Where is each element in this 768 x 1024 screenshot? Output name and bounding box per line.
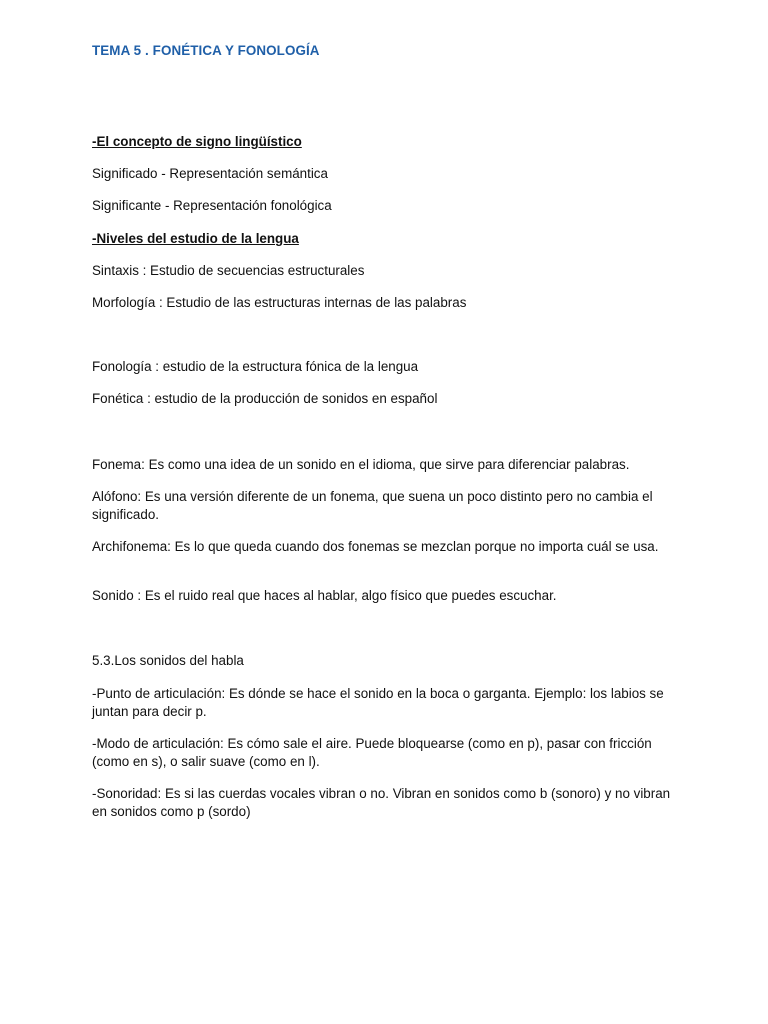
- paragraph-morfologia: Morfología : Estudio de las estructuras internas de las palabras: [92, 295, 467, 310]
- paragraph-alofono: Alófono: Es una versión diferente de un fonema, que suena un poco distinto pero no cambia el significado.: [92, 489, 653, 522]
- paragraph-archifonema: Archifonema: Es lo que queda cuando dos fonemas se mezclan porque no importa cuál se usa.: [92, 539, 659, 554]
- document-title: TEMA 5 . FONÉTICA Y FONOLOGÍA: [92, 43, 320, 58]
- paragraph-fonema: Fonema: Es como una idea de un sonido en el idioma, que sirve para diferenciar palabras.: [92, 457, 630, 472]
- paragraph-sonoridad: -Sonoridad: Es si las cuerdas vocales vibran o no. Vibran en sonidos como b (sonoro) y no vibran en sonidos como p (sordo): [92, 786, 671, 819]
- paragraph-significante: Significante - Representación fonológica: [92, 198, 332, 213]
- paragraph-fonetica: Fonética : estudio de la producción de sonidos en español: [92, 391, 438, 406]
- paragraph-significado: Significado - Representación semántica: [92, 166, 328, 181]
- paragraph-punto-articulacion: -Punto de articulación: Es dónde se hace el sonido en la boca o garganta. Ejemplo: los labios se juntan para decir p.: [92, 686, 664, 719]
- heading-niveles-estudio: -Niveles del estudio de la lengua: [92, 231, 299, 246]
- paragraph-sintaxis: Sintaxis : Estudio de secuencias estructurales: [92, 263, 365, 278]
- paragraph-modo-articulacion: -Modo de articulación: Es cómo sale el aire. Puede bloquearse (como en p), pasar con fricción (como en s), o salir suave (como en l).: [92, 736, 652, 769]
- heading-signo-linguistico: -El concepto de signo lingüístico: [92, 134, 302, 149]
- paragraph-sonido: Sonido : Es el ruido real que haces al hablar, algo físico que puedes escuchar.: [92, 588, 557, 603]
- paragraph-fonologia: Fonología : estudio de la estructura fónica de la lengua: [92, 359, 419, 374]
- section-sonidos-habla: 5.3.Los sonidos del habla: [92, 653, 244, 668]
